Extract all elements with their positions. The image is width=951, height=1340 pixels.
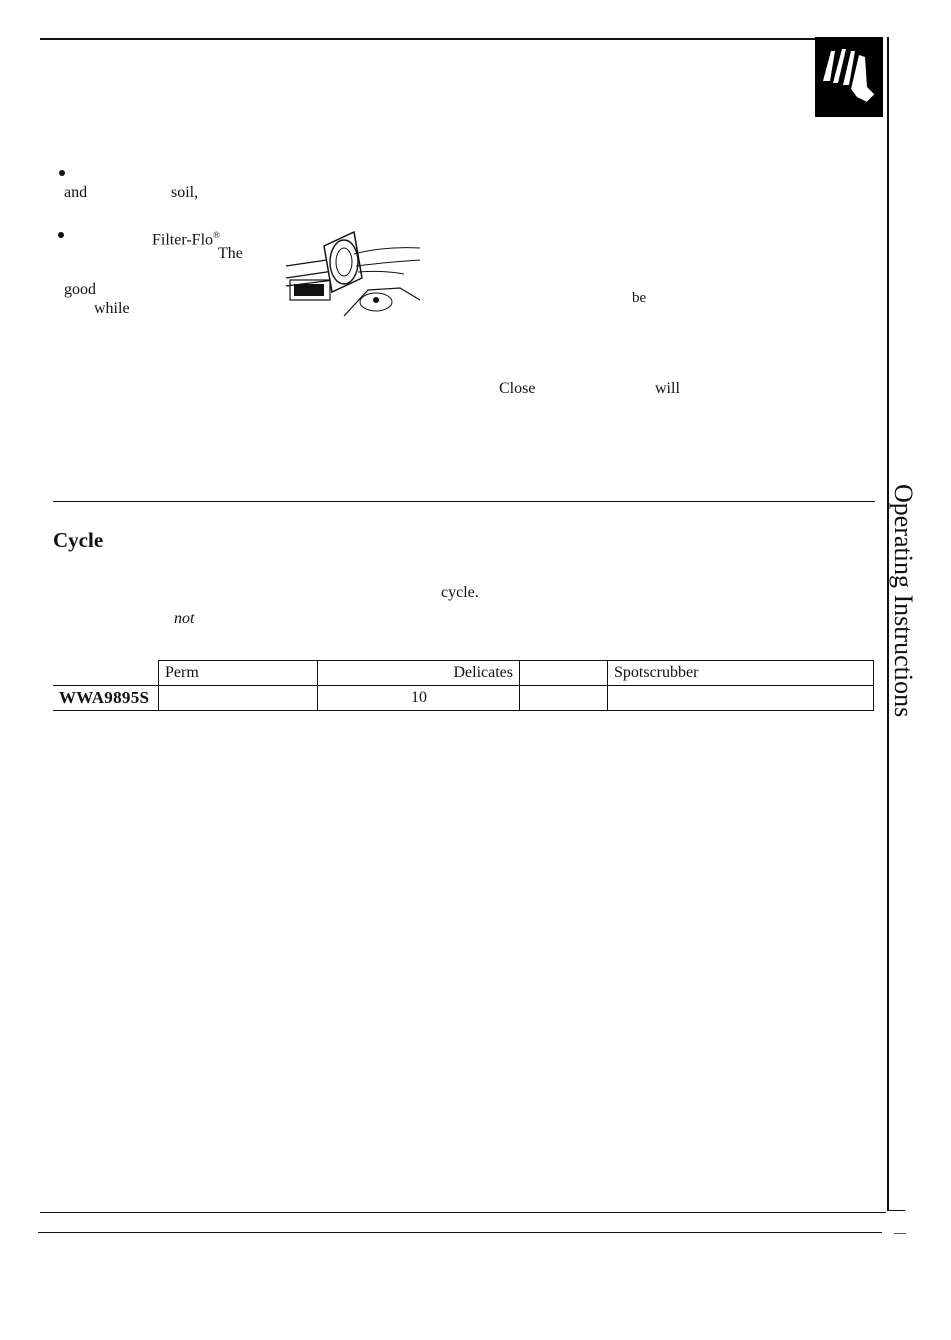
table-cell: 10 <box>318 686 520 711</box>
bottom-rule <box>40 1212 886 1213</box>
table-header-cell: Spotscrubber <box>608 661 874 686</box>
word-cycle: cycle. <box>441 584 479 601</box>
table-cell <box>520 686 608 711</box>
table-row <box>53 686 874 711</box>
table-header-row <box>53 661 874 686</box>
hand-pointer-icon <box>815 37 883 117</box>
bullet-dot <box>59 170 65 176</box>
bottom-rule-tick <box>887 1210 905 1211</box>
filter-illustration <box>284 226 424 318</box>
table-header-cell <box>520 661 608 686</box>
vertical-tab-text: Operating Instructions <box>889 484 918 718</box>
footer-rule-tick <box>894 1233 906 1234</box>
word-be: be <box>632 290 647 306</box>
word-soil: soil, <box>171 184 199 201</box>
bullet-dot <box>58 232 64 238</box>
word-filter-flo: Filter-Flo® <box>152 230 220 249</box>
word-and: and <box>64 184 88 201</box>
word-the: The <box>218 245 243 262</box>
table-cell-model: WWA9895S <box>53 686 159 711</box>
registered-mark: ® <box>213 230 220 240</box>
word-close: Close <box>499 380 536 397</box>
word-will: will <box>655 380 680 397</box>
header-tab-block <box>815 37 883 117</box>
section-divider <box>53 501 875 502</box>
table-header-cell: Perm <box>159 661 318 686</box>
cycle-heading: Cycle <box>53 528 104 552</box>
table-cell <box>159 686 318 711</box>
table-cell <box>608 686 874 711</box>
top-rule <box>40 38 882 40</box>
word-while: while <box>94 300 130 317</box>
word-not: not <box>174 610 195 627</box>
table-header-cell <box>53 661 159 686</box>
footer-rule <box>38 1232 882 1233</box>
vertical-tab-label <box>889 484 918 766</box>
word-good: good <box>64 281 96 298</box>
cycle-table <box>53 660 874 711</box>
table-header-cell: Delicates <box>318 661 520 686</box>
